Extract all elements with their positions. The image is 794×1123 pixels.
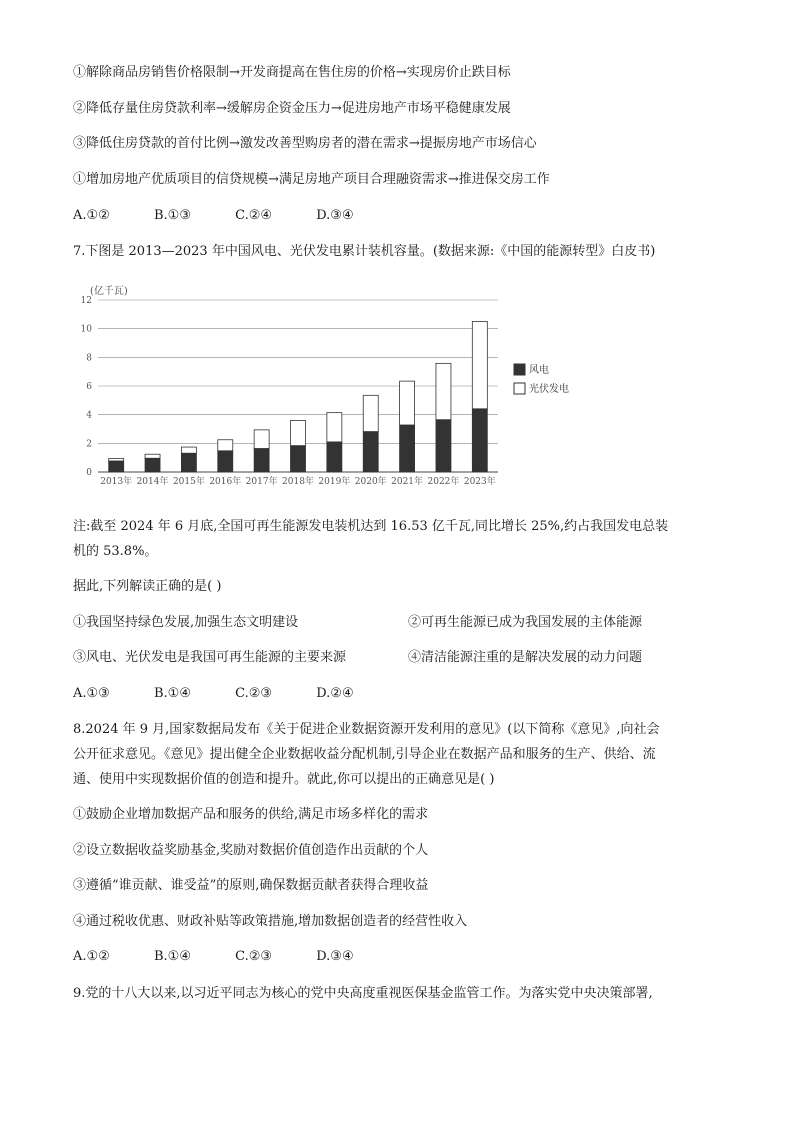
y-axis-label: (亿千瓦) bbox=[90, 286, 128, 297]
bar-solar bbox=[145, 454, 160, 458]
q6-option-d[interactable]: D.③④ bbox=[316, 208, 354, 223]
legend-label-wind: 风电 bbox=[529, 365, 549, 376]
q6-option-b[interactable]: B.①③ bbox=[153, 208, 191, 223]
y-tick-label: 0 bbox=[86, 468, 92, 478]
x-tick-label: 2016年 bbox=[209, 477, 242, 487]
chart-legend bbox=[514, 363, 569, 395]
y-tick-label: 6 bbox=[86, 382, 92, 392]
q6-options bbox=[73, 206, 354, 226]
bar-solar bbox=[254, 430, 269, 449]
q7-note-line-2: 机的 53.8%。 bbox=[73, 544, 158, 559]
chart-bars bbox=[109, 322, 488, 473]
q8-option-b[interactable]: B.①④ bbox=[153, 949, 191, 964]
x-tick-label: 2020年 bbox=[354, 477, 387, 487]
q8-option-d[interactable]: D.③④ bbox=[316, 949, 354, 964]
q8-item-3: ③遵循“谁贡献、谁受益”的原则,确保数据贡献者获得合理收益 bbox=[73, 878, 429, 893]
bar-wind bbox=[291, 446, 306, 472]
bar-solar bbox=[181, 447, 196, 453]
x-tick-label: 2019年 bbox=[318, 477, 351, 487]
q6-item-4: ①增加房地产优质项目的信贷规模→满足房地产项目合理融资需求→推进保交房工作 bbox=[73, 172, 550, 187]
x-tick-label: 2014年 bbox=[136, 477, 169, 487]
x-tick-label: 2021年 bbox=[391, 477, 424, 487]
bar-wind bbox=[254, 448, 269, 472]
q7-stem: 7.下图是 2013—2023 年中国风电、光伏发电累计装机容量。(数据来源:《中国的能源转型》白皮书) bbox=[73, 244, 656, 259]
q6-item-3: ③降低住房贷款的首付比例→激发改善型购房者的潜在需求→提振房地产市场信心 bbox=[73, 136, 537, 151]
y-tick-label: 10 bbox=[80, 324, 92, 335]
legend-swatch-solar bbox=[514, 383, 525, 394]
legend-swatch-wind bbox=[514, 364, 525, 375]
bar-solar bbox=[436, 363, 451, 419]
q7-item-3: ③风电、光伏发电是我国可再生能源的主要来源 bbox=[73, 650, 347, 665]
bar-solar bbox=[363, 395, 378, 431]
x-tick-label: 2023年 bbox=[463, 477, 496, 487]
bar-wind bbox=[327, 442, 342, 472]
y-tick-label: 2 bbox=[86, 439, 92, 450]
x-axis-ticks bbox=[100, 475, 496, 487]
q6-option-c[interactable]: C.②④ bbox=[235, 208, 273, 223]
q8-item-2: ②设立数据收益奖励基金,奖励对数据价值创造作出贡献的个人 bbox=[73, 843, 429, 858]
q8-stem-line-3: 通、使用中实现数据价值的创造和提升。就此,你可以提出的正确意见是( ) bbox=[73, 772, 495, 787]
q8-option-a[interactable]: A.①② bbox=[73, 949, 110, 964]
q7-option-c[interactable]: C.②③ bbox=[235, 686, 273, 701]
bar-wind bbox=[436, 420, 451, 472]
legend-label-solar: 光伏发电 bbox=[529, 384, 569, 395]
q6-item-1: ①解除商品房销售价格限制→开发商提高在售住房的价格→实现房价止跌目标 bbox=[73, 65, 511, 80]
x-tick-label: 2013年 bbox=[100, 477, 133, 487]
bar-wind bbox=[145, 458, 160, 472]
bar-wind bbox=[363, 432, 378, 472]
bar-wind bbox=[181, 453, 196, 472]
x-tick-label: 2018年 bbox=[282, 477, 314, 487]
x-tick-label: 2022年 bbox=[427, 477, 460, 487]
bar-wind bbox=[400, 425, 415, 472]
q7-question: 据此,下列解读正确的是( ) bbox=[73, 579, 222, 594]
bar-solar bbox=[400, 381, 415, 425]
q7-option-a[interactable]: A.①③ bbox=[73, 686, 110, 701]
q7-options bbox=[73, 684, 354, 704]
bar-wind bbox=[218, 451, 233, 472]
q8-option-c[interactable]: C.②③ bbox=[235, 949, 273, 964]
bar-wind bbox=[109, 461, 124, 472]
q7-item-2: ②可再生能源已成为我国发展的主体能源 bbox=[408, 615, 643, 630]
q8-item-4: ④通过税收优惠、财政补贴等政策措施,增加数据创造者的经营性收入 bbox=[73, 914, 468, 929]
q7-option-b[interactable]: B.①④ bbox=[153, 686, 191, 701]
q7-note-line-1: 注:截至 2024 年 6 月底,全国可再生能源发电装机达到 16.53 亿千瓦,同比增长 25%,约占我国发电总装 bbox=[73, 519, 669, 534]
q8-item-1: ①鼓励企业增加数据产品和服务的供给,满足市场多样化的需求 bbox=[73, 807, 429, 822]
bar-solar bbox=[472, 322, 487, 409]
q7-option-d[interactable]: D.②④ bbox=[316, 686, 354, 701]
bar-solar bbox=[327, 413, 342, 442]
q9-stem: 9.党的十八大以来,以习近平同志为核心的党中央高度重视医保基金监管工作。为落实党中央决策部署, bbox=[73, 986, 653, 1001]
bar-solar bbox=[218, 440, 233, 451]
q6-item-2: ②降低存量住房贷款利率→缓解房企资金压力→促进房地产市场平稳健康发展 bbox=[73, 101, 511, 116]
q6-option-a[interactable]: A.①② bbox=[73, 208, 110, 223]
y-tick-label: 12 bbox=[80, 296, 92, 306]
x-tick-label: 2017年 bbox=[245, 477, 278, 487]
q8-options bbox=[73, 947, 354, 967]
y-tick-label: 4 bbox=[86, 410, 92, 421]
y-tick-label: 8 bbox=[86, 353, 92, 364]
bar-wind bbox=[472, 409, 487, 472]
wind-solar-capacity-chart bbox=[70, 278, 610, 493]
q7-item-1: ①我国坚持绿色发展,加强生态文明建设 bbox=[73, 615, 299, 630]
q7-item-4: ④清洁能源注重的是解决发展的动力问题 bbox=[408, 650, 643, 665]
q8-stem-line-1: 8.2024 年 9 月,国家数据局发布《关于促进企业数据资源开发利用的意见》(以下简称《意见》,向社会 bbox=[73, 722, 660, 737]
x-tick-label: 2015年 bbox=[172, 477, 205, 487]
bar-solar bbox=[109, 459, 124, 461]
bar-solar bbox=[291, 421, 306, 446]
q8-stem-line-2: 公开征求意见。《意见》提出健全企业数据收益分配机制,引导企业在数据产品和服务的生产、供给、流 bbox=[73, 747, 656, 762]
y-axis-ticks bbox=[81, 296, 93, 478]
